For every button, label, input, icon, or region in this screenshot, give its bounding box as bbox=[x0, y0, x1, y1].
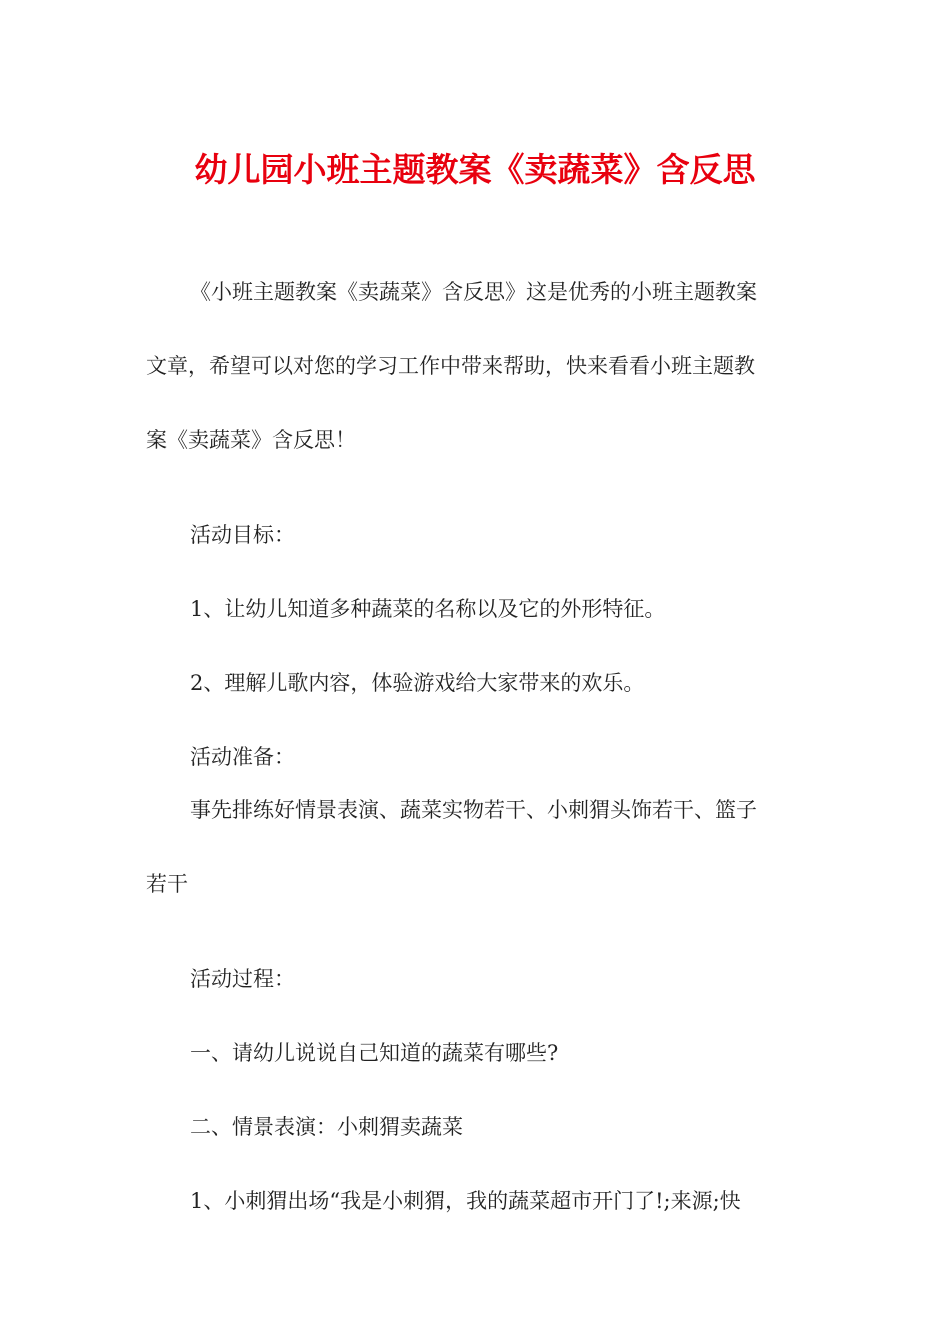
process-step-2: 二、情景表演：小刺猬卖蔬菜 bbox=[190, 1115, 463, 1139]
intro-line-3: 案《卖蔬菜》含反思！ bbox=[146, 428, 356, 452]
prep-line-1: 事先排练好情景表演、蔬菜实物若干、小刺猬头饰若干、篮子 bbox=[190, 798, 757, 822]
intro-line-2: 文章，希望可以对您的学习工作中带来帮助，快来看看小班主题教 bbox=[146, 354, 755, 378]
prep-line-2: 若干 bbox=[146, 872, 188, 896]
goal-item-1: 1、让幼儿知道多种蔬菜的名称以及它的外形特征。 bbox=[190, 597, 666, 621]
process-step-2-1: 1、小刺猬出场“我是小刺猬，我的蔬菜超市开门了!;来源;快 bbox=[190, 1189, 741, 1213]
process-step-1: 一、请幼儿说说自己知道的蔬菜有哪些? bbox=[190, 1041, 559, 1065]
prep-paragraph bbox=[146, 794, 796, 942]
intro-paragraph bbox=[146, 276, 796, 498]
goal-item-2: 2、理解儿歌内容，体验游戏给大家带来的欢乐。 bbox=[190, 671, 645, 695]
prep-heading: 活动准备： bbox=[190, 745, 295, 769]
document-title: 幼儿园小班主题教案《卖蔬菜》含反思 bbox=[194, 150, 756, 189]
process-heading: 活动过程： bbox=[190, 967, 295, 991]
document-body bbox=[146, 276, 796, 1238]
goal-heading: 活动目标： bbox=[190, 523, 295, 547]
intro-line-1: 《小班主题教案《卖蔬菜》含反思》这是优秀的小班主题教案 bbox=[190, 280, 757, 304]
